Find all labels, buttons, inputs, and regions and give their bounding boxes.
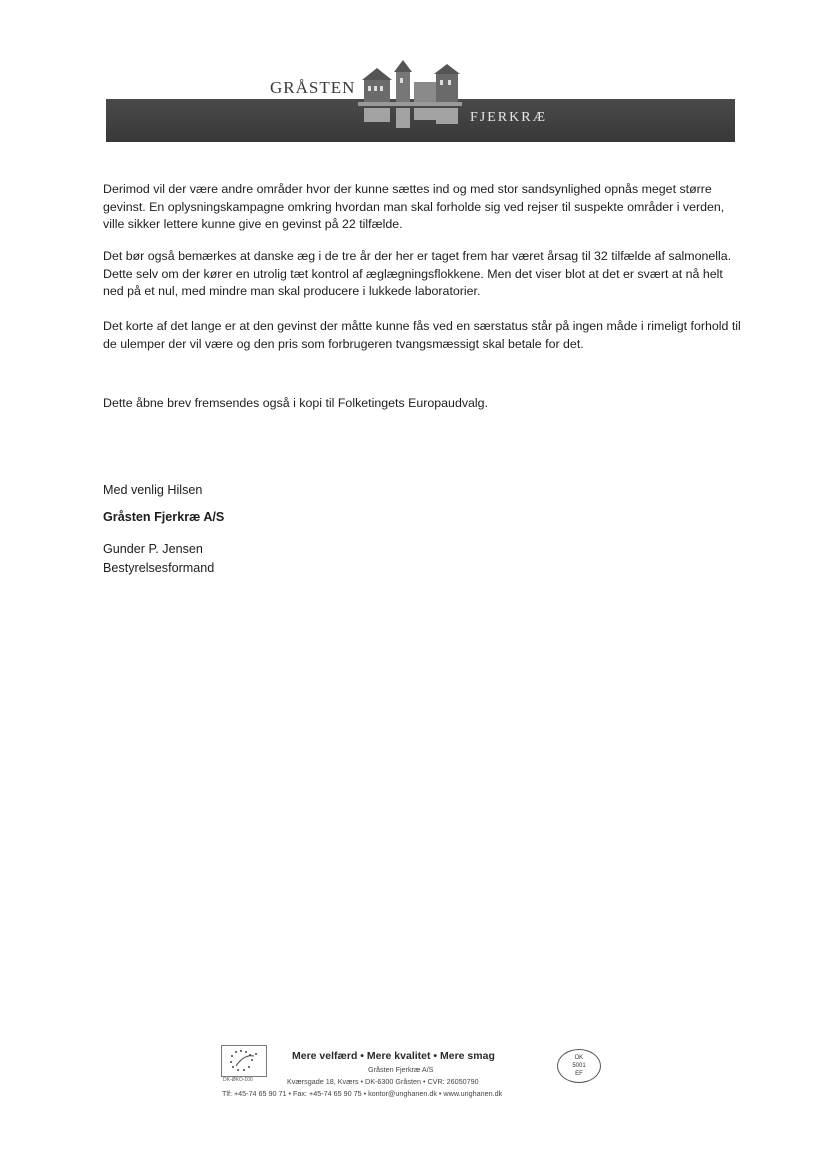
- paragraph-1: Derimod vil der være andre områder hvor der kunne sættes ind og med stor sandsynlighed opnås meget større gevinst. En oplysningskampagne omkring hvordan man skal forholde sig ved rejser til suspekte områder i verden, ville sikker lettere kunne give en gevinst på 22 tilfælde.: [103, 182, 725, 232]
- badge-line-1: DK: [574, 1055, 584, 1061]
- closing-greeting: Med venlig Hilsen: [103, 483, 203, 497]
- paragraph-2: Det bør også bemærkes at danske æg i de tre år der her er taget frem har været årsag til 32 tilfælde af salmonella. Dette selv om der kører en utrolig tæt kontrol af æglægningsflokkene. Men det viser blot at det er svært at nå helt ned på et nul, med mindre man skal producere i lukkede laboratorier.: [103, 249, 732, 299]
- dk-certification-badge: [557, 1049, 601, 1083]
- badge-line-2: 5001: [572, 1063, 586, 1069]
- signature-block: [103, 540, 214, 578]
- signer-title: Bestyrelsesformand: [103, 561, 215, 575]
- footer-company: Gråsten Fjerkræ A/S: [368, 1065, 434, 1074]
- eco-caption: DK-ØKO-100: [223, 1077, 253, 1083]
- castle-logo-icon: [356, 60, 466, 140]
- badge-line-3: EF: [575, 1071, 583, 1077]
- footer-slogan: Mere velfærd • Mere kvalitet • Mere smag: [292, 1050, 495, 1062]
- logo-company-sub: FJERKRÆ: [470, 110, 548, 125]
- paragraph-4: Dette åbne brev fremsendes også i kopi til Folketingets Europaudvalg.: [103, 396, 489, 410]
- sender-company: Gråsten Fjerkræ A/S: [103, 510, 225, 524]
- footer-address: Kværsgade 18, Kværs • DK-6300 Gråsten • CVR: 26050790: [287, 1077, 479, 1086]
- eu-organic-leaf-icon: [221, 1045, 267, 1077]
- paragraph-3: Det korte af det lange er at den gevinst der måtte kunne fås ved en særstatus står på ingen måde i rimeligt forhold til de ulemper der vil være og den pris som forbrugeren tvangsmæssigt skal betale for det.: [103, 319, 741, 351]
- footer-contact: Tlf: +45-74 65 90 71 • Fax: +45-74 65 90 75 • kontor@unghanen.dk • www.unghanen.dk: [222, 1089, 503, 1098]
- signer-name: Gunder P. Jensen: [103, 542, 203, 556]
- logo-company-name: GRÅSTEN: [270, 78, 356, 97]
